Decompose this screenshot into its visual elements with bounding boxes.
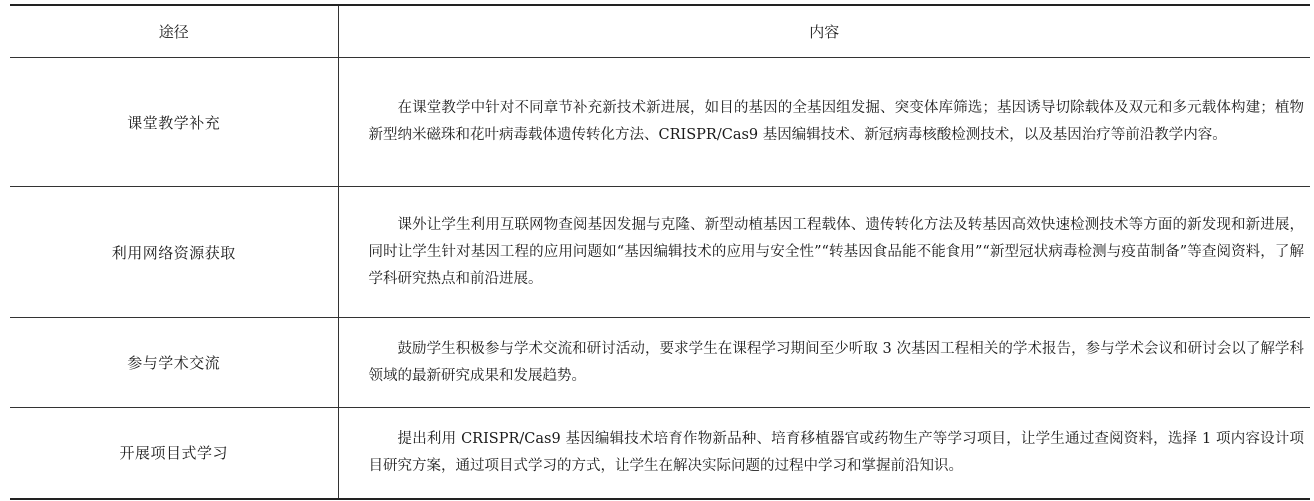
- table-row: [10, 187, 1310, 318]
- table-header: [10, 5, 1310, 58]
- header-content: 内容: [338, 5, 1310, 58]
- approach-cell: 开展项目式学习: [10, 408, 338, 499]
- table-row: [10, 318, 1310, 408]
- approach-cell: 参与学术交流: [10, 318, 338, 408]
- content-cell: 鼓励学生积极参与学术交流和研讨活动，要求学生在课程学习期间至少听取 3 次基因工程相关的学术报告，参与学术会议和研讨会以了解学科领域的最新研究成果和发展趋势。: [338, 318, 1310, 408]
- content-cell: 课外让学生利用互联网物查阅基因发掘与克隆、新型动植基因工程载体、遗传转化方法及转基因高效快速检测技术等方面的新发现和新进展，同时让学生针对基因工程的应用问题如“基因编辑技术的应用与安全性”“转基因食品能不能食用”“新型冠状病毒检测与疫苗制备”等查阅资料，了解学科研究热点和前沿进展。: [338, 187, 1310, 318]
- header-approach: 途径: [10, 5, 338, 58]
- approach-cell: 课堂教学补充: [10, 58, 338, 187]
- content-cell: 在课堂教学中针对不同章节补充新技术新进展，如目的基因的全基因组发掘、突变体库筛选；基因诱导切除载体及双元和多元载体构建；植物新型纳米磁珠和花叶病毒载体遗传转化方法、CRISPR/Cas9 基因编辑技术、新冠病毒核酸检测技术，以及基因治疗等前沿教学内容。: [338, 58, 1310, 187]
- content-cell: 提出利用 CRISPR/Cas9 基因编辑技术培育作物新品种、培育移植器官或药物生产等学习项目，让学生通过查阅资料，选择 1 项内容设计项目研究方案，通过项目式学习的方式，让学生在解决实际问题的过程中学习和掌握前沿知识。: [338, 408, 1310, 499]
- header-row: [10, 5, 1310, 58]
- table-body: [10, 58, 1310, 499]
- table-row: [10, 58, 1310, 187]
- approach-content-table: [10, 4, 1310, 500]
- table-row: [10, 408, 1310, 499]
- approach-cell: 利用网络资源获取: [10, 187, 338, 318]
